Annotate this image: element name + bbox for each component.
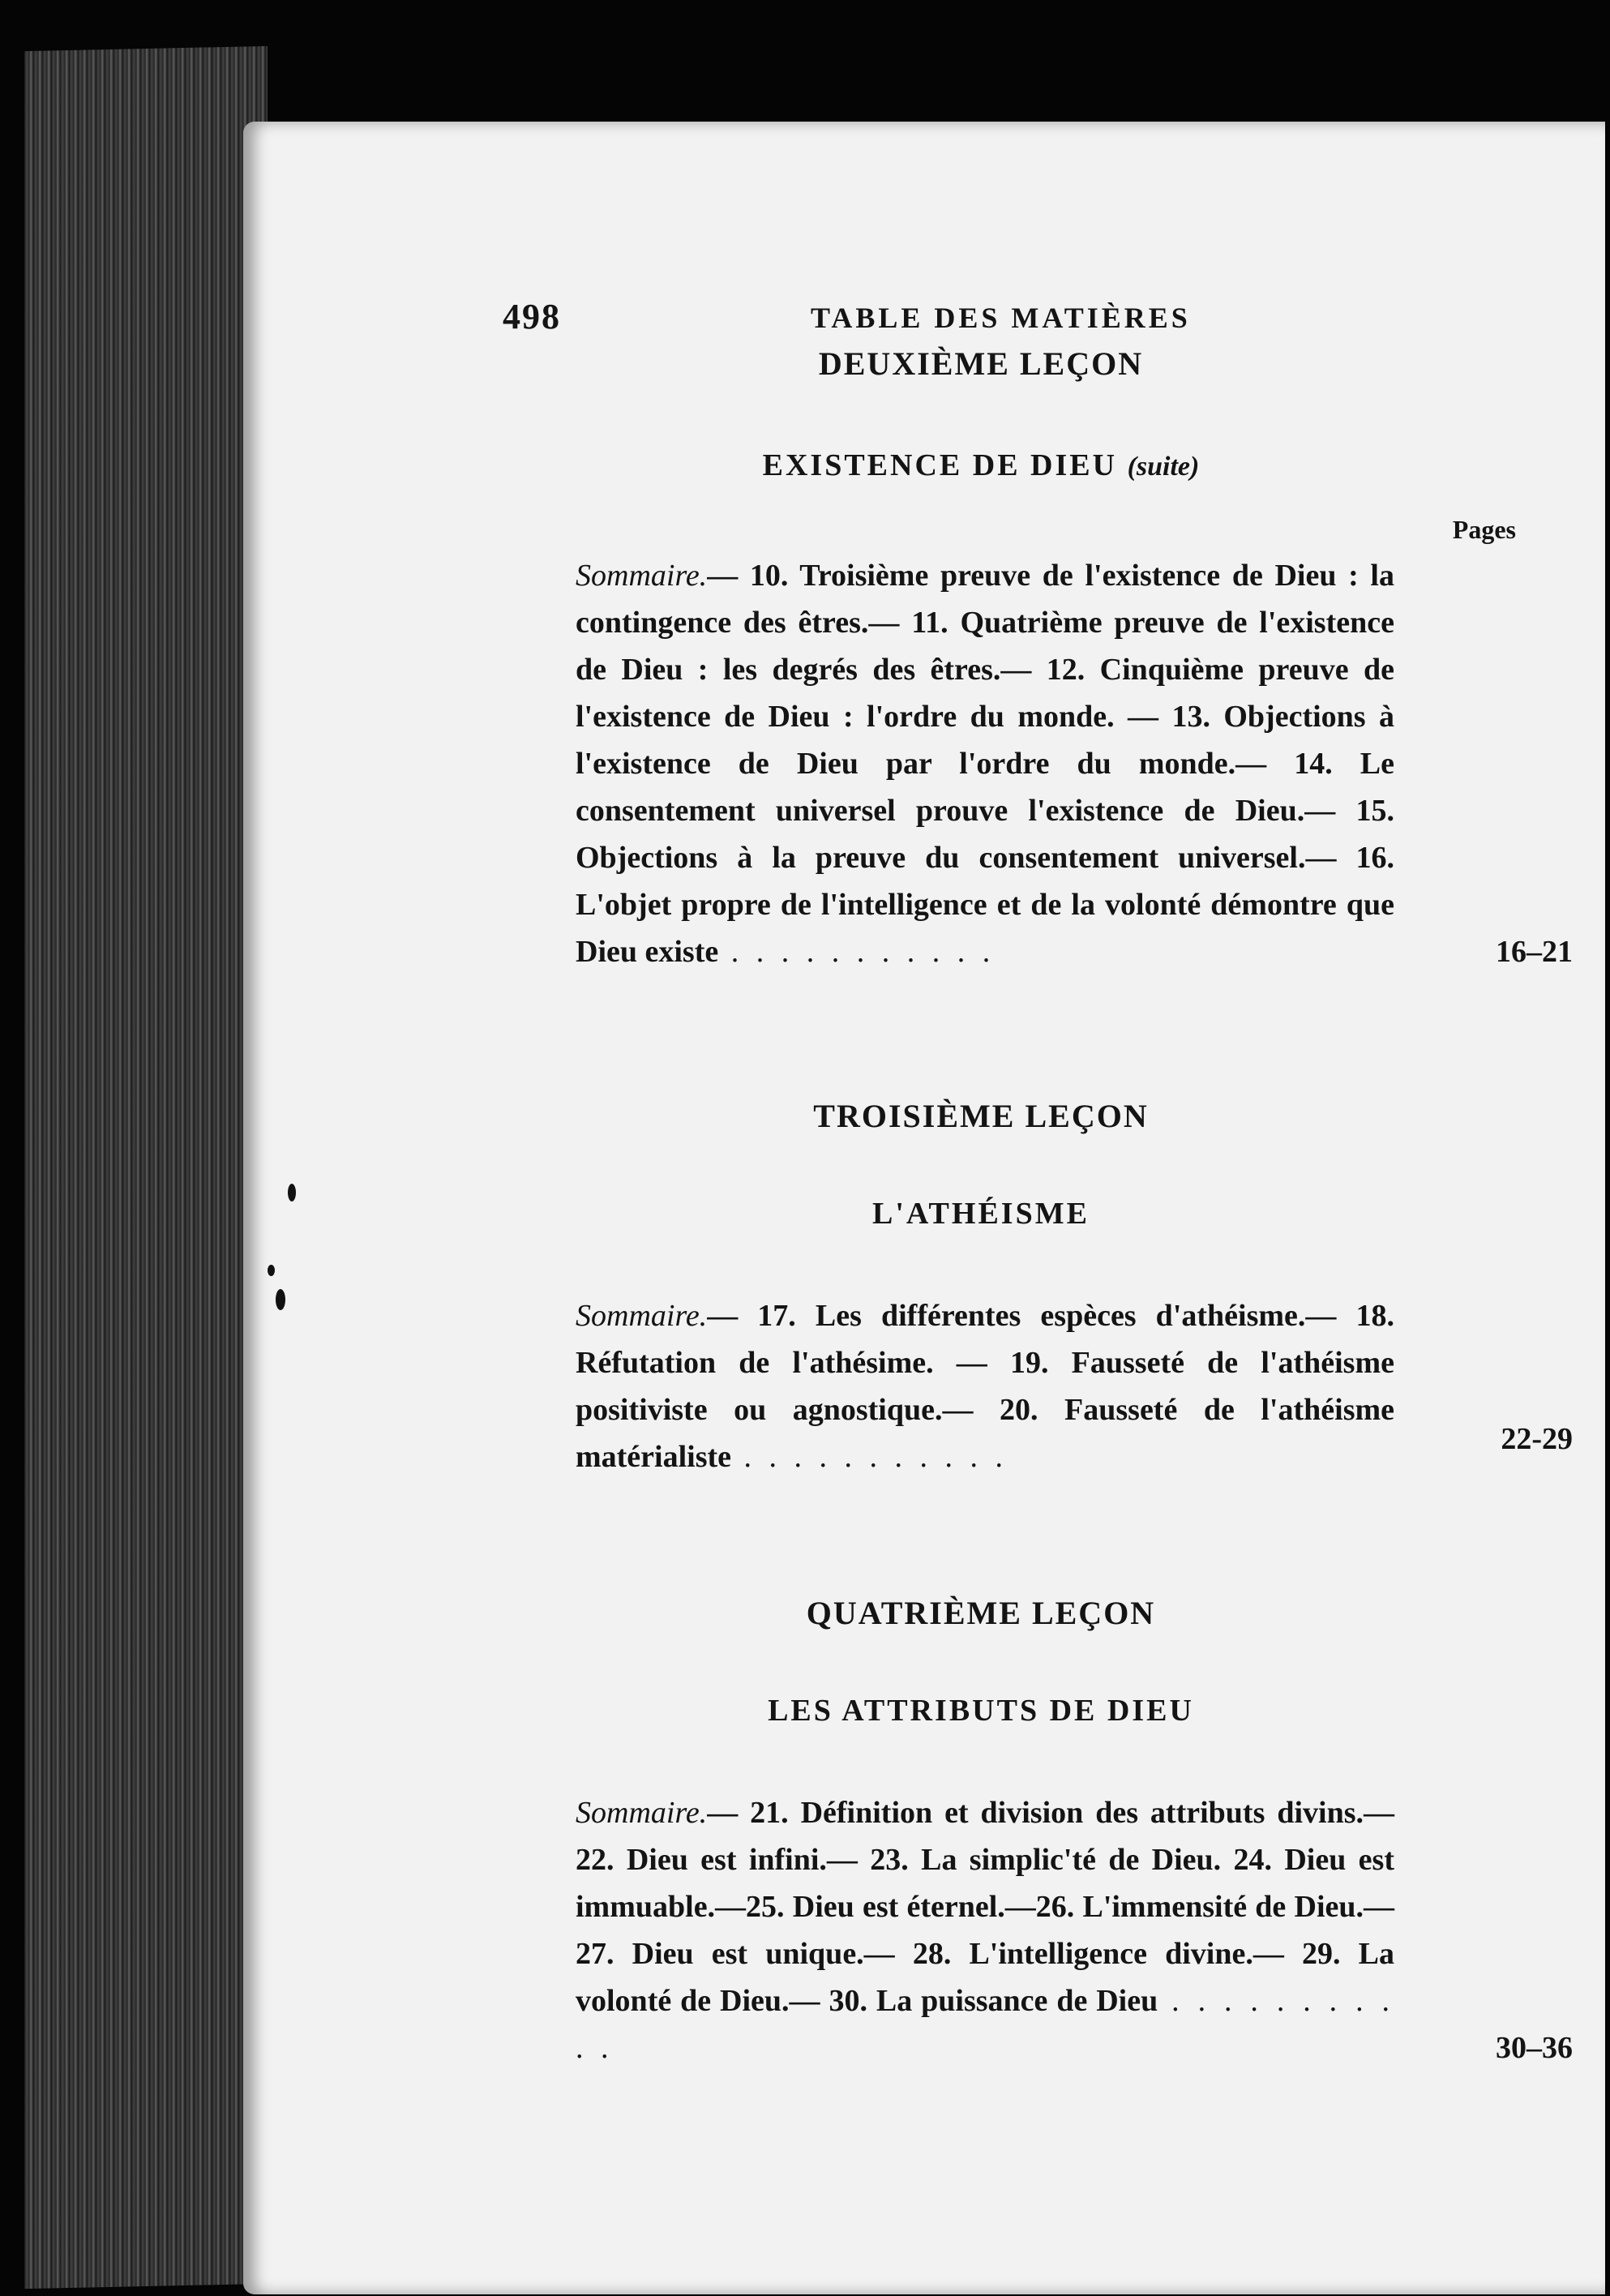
lesson-title: QUATRIÈME LEÇON [806, 1595, 1156, 1631]
dot-leader: . . . . . . . . . . . [576, 1984, 1395, 2065]
summary-text: — 17. Les différentes espèces d'athéisme.— 18. Réfutation de l'athésime. — 19. Fausseté de l'athéisme positiviste ou agnostique.— 20. Fausseté de l'athéisme matérialiste [576, 1299, 1394, 1474]
ink-speck [288, 1184, 296, 1202]
lesson-subject-text: L'ATHÉISME [872, 1197, 1090, 1231]
lesson-summary [576, 552, 1573, 975]
summary-text: — 10. Troisième preuve de l'existence de Dieu : la contingence des êtres.— 11. Quatrième preuve de l'existence de Dieu : les degrés des êtres.— 12. Cinquième preuve de l'existence de Dieu : l'ordre du monde. — 13. Objections à l'existence de Dieu par l'ordre du monde.— 14. Le consentement universel prouve l'existence de Dieu.— 15. Objections à la preuve du consentement universel.— 16. L'objet propre de l'intelligence et de la volonté démontre que Dieu existe [576, 559, 1394, 969]
lesson-summary [576, 1789, 1573, 2071]
lesson-title: DEUXIÈME LEÇON [818, 345, 1144, 382]
summary-label: Sommaire. [576, 559, 708, 593]
dot-leader: . . . . . . . . . . . [731, 1440, 1008, 1474]
page-number: 498 [503, 297, 561, 336]
summary-text: — 21. Définition et division des attributs divins.— 22. Dieu est infini.— 23. La simplic'té de Dieu. 24. Dieu est immuable.—25. Dieu est éternel.—26. L'immensité de Dieu.— 27. Dieu est unique.— 28. L'intelligence divine.— 29. La volonté de Dieu.— 30. La puissance de Dieu [576, 1796, 1394, 2018]
pages-column-heading: Pages [1452, 515, 1516, 544]
lesson-subject [381, 1196, 1581, 1232]
lesson-section [332, 1097, 1581, 1480]
table-of-contents [332, 296, 1581, 2071]
ink-speck [276, 1289, 285, 1310]
lesson-section [332, 345, 1581, 975]
summary-label: Sommaire. [576, 1796, 708, 1830]
lesson-subject-text: LES ATTRIBUTS DE DIEU [768, 1694, 1194, 1728]
lesson-subject [381, 1693, 1581, 1728]
ink-speck [268, 1265, 275, 1276]
summary-label: Sommaire. [576, 1299, 708, 1333]
running-head: TABLE DES MATIÈRES [811, 302, 1191, 334]
lesson-subject [381, 448, 1581, 483]
lesson-title: TROISIÈME LEÇON [813, 1098, 1149, 1134]
page-range: 16–21 [1496, 935, 1573, 969]
lesson-section [332, 1594, 1581, 2071]
page-range: 30–36 [1496, 2031, 1573, 2065]
book-page-edges [24, 46, 268, 2289]
lesson-subject-text: EXISTENCE DE DIEU [762, 448, 1118, 482]
lesson-summary [576, 1292, 1573, 1480]
lesson-subject-note: (suite) [1127, 452, 1200, 482]
page-range: 22-29 [1501, 1422, 1573, 1456]
dot-leader: . . . . . . . . . . . [718, 935, 996, 969]
